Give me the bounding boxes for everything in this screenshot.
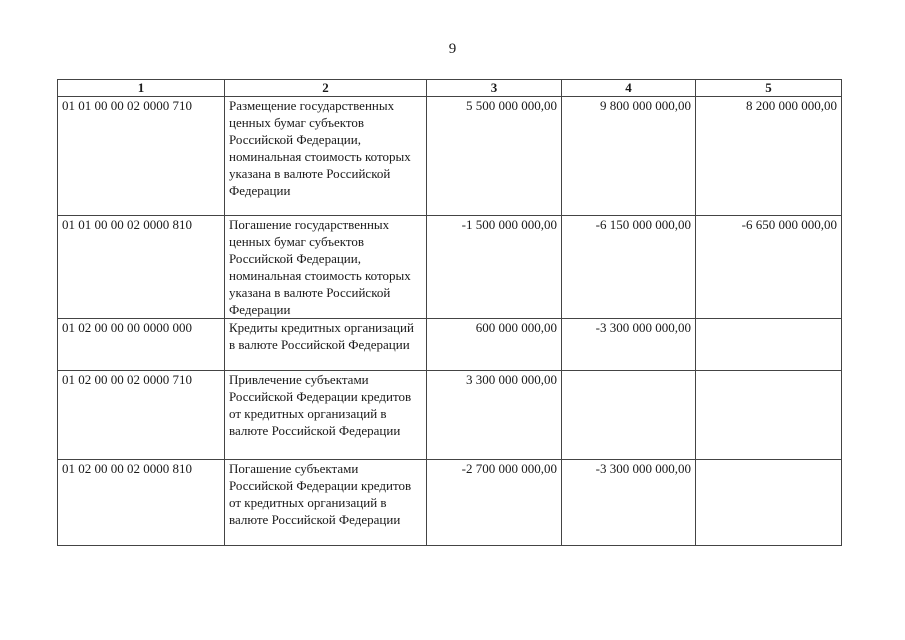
table-row bbox=[58, 216, 842, 319]
column-header: 4 bbox=[562, 80, 696, 97]
amount-cell: 3 300 000 000,00 bbox=[427, 371, 562, 460]
amount-cell: -2 700 000 000,00 bbox=[427, 460, 562, 546]
amount-cell: -6 650 000 000,00 bbox=[696, 216, 842, 319]
table-row bbox=[58, 371, 842, 460]
item-name-cell: Погашение субъектами Российской Федерации кредитов от кредитных организаций в валюте Российской Федерации bbox=[225, 460, 427, 546]
item-name-cell: Погашение государственных ценных бумаг субъектов Российской Федерации, номинальная стоимость которых указана в валюте Российской Федерации bbox=[225, 216, 427, 319]
column-header: 3 bbox=[427, 80, 562, 97]
budget-code-cell: 01 01 00 00 02 0000 710 bbox=[58, 97, 225, 216]
amount-cell bbox=[696, 460, 842, 546]
item-name-cell: Привлечение субъектами Российской Федерации кредитов от кредитных организаций в валюте Российской Федерации bbox=[225, 371, 427, 460]
budget-code-cell: 01 01 00 00 02 0000 810 bbox=[58, 216, 225, 319]
table-row bbox=[58, 97, 842, 216]
item-name-cell: Размещение государственных ценных бумаг субъектов Российской Федерации, номинальная стоимость которых указана в валюте Российской Федерации bbox=[225, 97, 427, 216]
amount-cell: 8 200 000 000,00 bbox=[696, 97, 842, 216]
column-header: 5 bbox=[696, 80, 842, 97]
budget-code-cell: 01 02 00 00 00 0000 000 bbox=[58, 319, 225, 371]
table-header-row bbox=[58, 80, 842, 97]
sources-financing-table bbox=[57, 79, 842, 546]
page-number: 9 bbox=[448, 41, 457, 57]
amount-cell: 9 800 000 000,00 bbox=[562, 97, 696, 216]
item-name-cell: Кредиты кредитных организаций в валюте Российской Федерации bbox=[225, 319, 427, 371]
amount-cell bbox=[696, 319, 842, 371]
budget-code-cell: 01 02 00 00 02 0000 710 bbox=[58, 371, 225, 460]
column-header: 2 bbox=[225, 80, 427, 97]
amount-cell: -6 150 000 000,00 bbox=[562, 216, 696, 319]
budget-code-cell: 01 02 00 00 02 0000 810 bbox=[58, 460, 225, 546]
amount-cell: 600 000 000,00 bbox=[427, 319, 562, 371]
column-header: 1 bbox=[58, 80, 225, 97]
amount-cell: 5 500 000 000,00 bbox=[427, 97, 562, 216]
table-row bbox=[58, 460, 842, 546]
amount-cell bbox=[562, 371, 696, 460]
amount-cell bbox=[696, 371, 842, 460]
amount-cell: -3 300 000 000,00 bbox=[562, 460, 696, 546]
table-row bbox=[58, 319, 842, 371]
amount-cell: -3 300 000 000,00 bbox=[562, 319, 696, 371]
amount-cell: -1 500 000 000,00 bbox=[427, 216, 562, 319]
